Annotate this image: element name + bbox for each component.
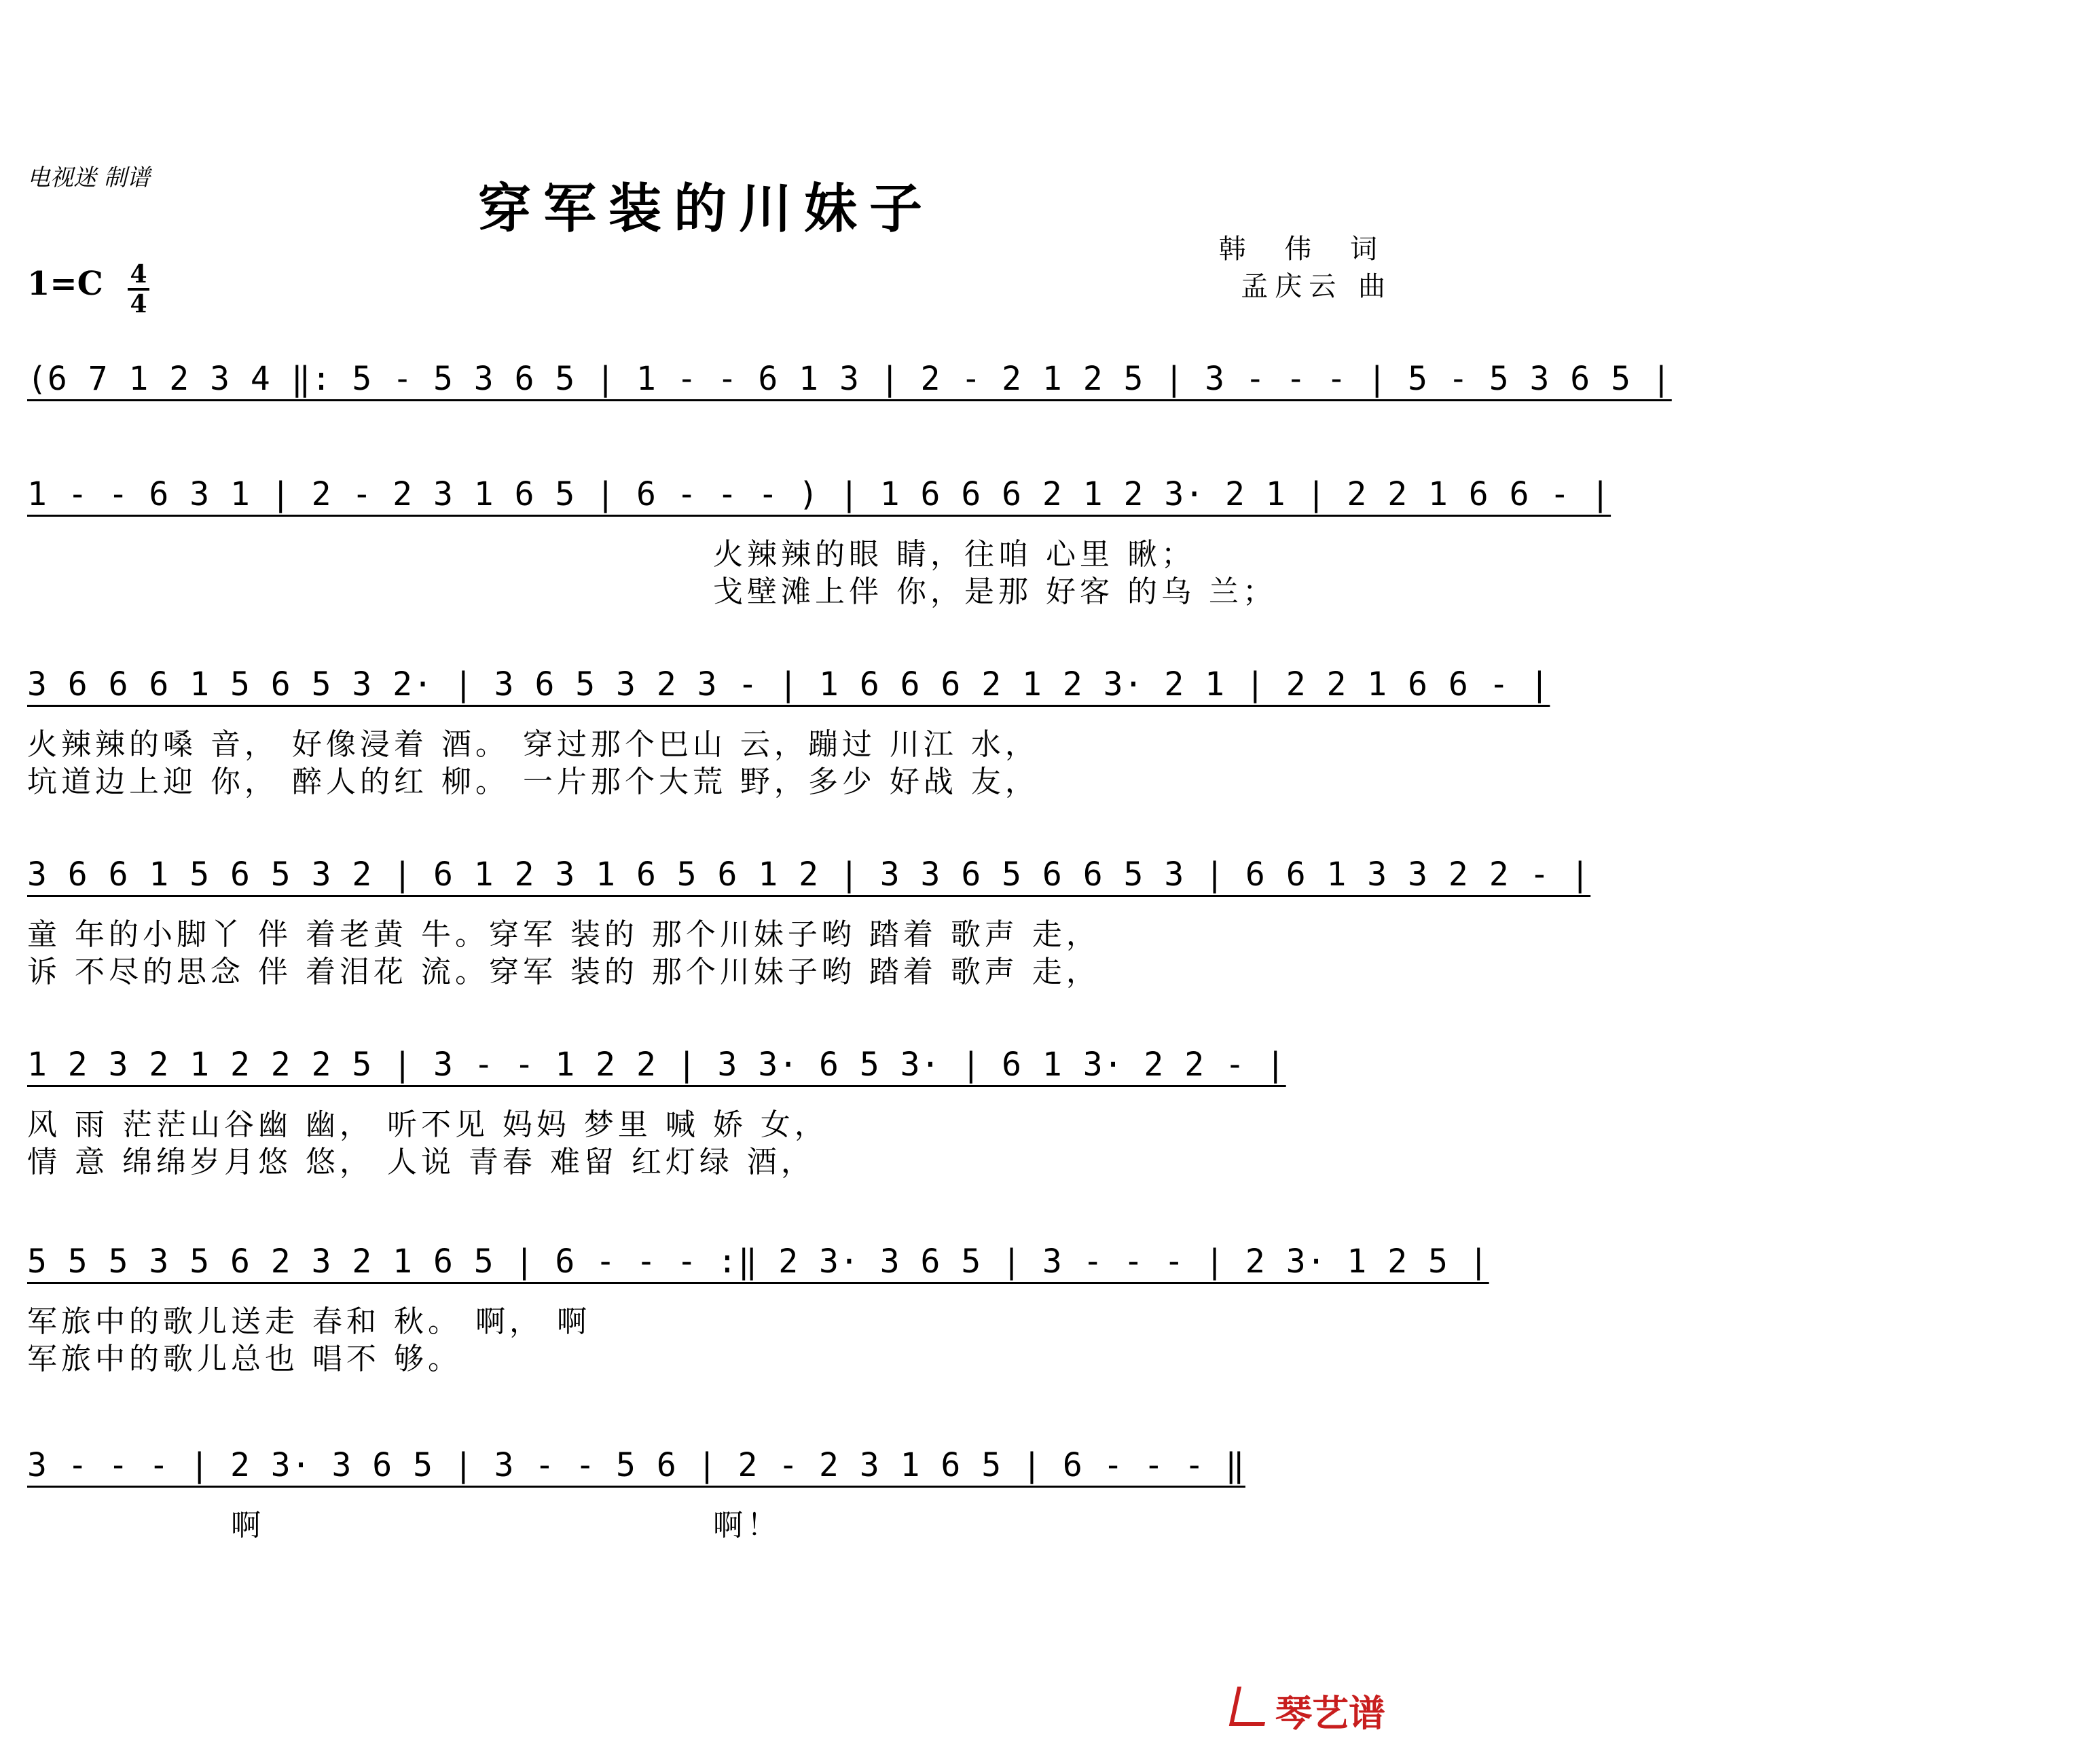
notation-line: (6 7 1 2 3 4 ‖: 5 - 5 3 6 5 | 1 - - 6 1 3 | 2 - 2 1 2 5 | 3 - - - | 5 - 5 3 6 5 | — [27, 360, 1672, 398]
lyric-verse-1: 火辣辣的眼 睛，往咱 心里 瞅； — [713, 537, 1195, 572]
lyric-verse-1: 童 年的小脚丫 伴 着老黄 牛。穿军 装的 那个川妹子哟 踏着 歌声 走， — [27, 917, 1100, 952]
lyric-verse-1: 啊 啊！ — [231, 1508, 781, 1543]
song-title: 穿军装的川妹子 — [477, 178, 934, 240]
notation-line: 1 - - 6 3 1 | 2 - 2 3 1 6 5 | 6 - - - ) | 1 6 6 6 2 1 2 3· 2 1 | 2 2 1 6 6 - | — [27, 475, 1611, 513]
time-denominator: 4 — [130, 290, 147, 318]
time-signature — [128, 261, 149, 317]
notation-line: 1 2 3 2 1 2 2 2 5 | 3 - - 1 2 2 | 3 3· 6 5 3· | 6 1 3· 2 2 - | — [27, 1046, 1286, 1084]
composer-credit: 孟庆云 曲 — [1241, 271, 1392, 302]
lyric-verse-1: 军旅中的歌儿送走 春和 秋。 啊， 啊 — [27, 1304, 591, 1339]
lyric-verse-2: 诉 不尽的思念 伴 着泪花 流。穿军 装的 那个川妹子哟 踏着 歌声 走， — [27, 955, 1100, 989]
notation-line: 3 - - - | 2 3· 3 6 5 | 3 - - 5 6 | 2 - 2 3 1 6 5 | 6 - - - ‖ — [27, 1446, 1245, 1484]
logo-icon — [1229, 1687, 1273, 1726]
time-numerator: 4 — [130, 260, 147, 289]
notation-line: 3 6 6 6 1 5 6 5 3 2· | 3 6 5 3 2 3 - | 1 6 6 6 2 1 2 3· 2 1 | 2 2 1 6 6 - | — [27, 665, 1550, 703]
lyric-verse-2: 坑道边上迎 你， 醉人的红 柳。 一片那个大荒 野，多少 好战 友， — [27, 765, 1039, 799]
arranger-credit: 电视迷 制谱 — [27, 164, 150, 191]
lyricist-credit: 韩 伟 词 — [1218, 234, 1392, 265]
lyric-verse-1: 火辣辣的嗓 音， 好像浸着 酒。 穿过那个巴山 云，蹦过 川江 水， — [27, 727, 1039, 762]
lyric-verse-2: 军旅中的歌儿总也 唱不 够。 — [27, 1342, 462, 1376]
lyric-verse-1: 风 雨 茫茫山谷幽 幽， 听不见 妈妈 梦里 喊 娇 女， — [27, 1107, 828, 1142]
key-signature: 1=C — [27, 265, 103, 303]
lyric-verse-2: 情 意 绵绵岁月悠 悠， 人说 青春 难留 红灯绿 酒， — [27, 1145, 815, 1179]
notation-line: 3 6 6 1 5 6 5 3 2 | 6 1 2 3 1 6 5 6 1 2 | 3 3 6 5 6 6 5 3 | 6 6 1 3 3 2 2 - | — [27, 856, 1591, 894]
logo-text: 琴艺谱 — [1275, 1692, 1385, 1735]
notation-line: 5 5 5 3 5 6 2 3 2 1 6 5 | 6 - - - :‖ 2 3· 3 6 5 | 3 - - - | 2 3· 1 2 5 | — [27, 1243, 1489, 1281]
brand-logo — [1233, 1685, 1385, 1737]
lyric-verse-2: 戈壁滩上伴 你，是那 好客 的乌 兰； — [713, 574, 1277, 609]
